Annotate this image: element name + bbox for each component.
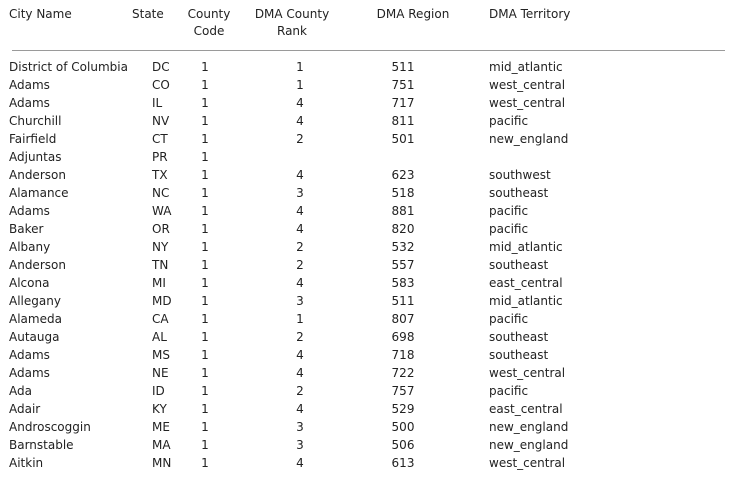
header-county-code-line1: County bbox=[187, 7, 231, 21]
cell-dma-region: 718 bbox=[391, 348, 415, 362]
cell-state: TX bbox=[152, 168, 168, 182]
cell-city-name: Ada bbox=[9, 384, 32, 398]
cell-dma-county-rank: 4 bbox=[296, 114, 304, 128]
cell-dma-territory: west_central bbox=[489, 96, 566, 110]
cell-city-name: Adjuntas bbox=[9, 150, 62, 164]
cell-dma-county-rank: 4 bbox=[296, 456, 304, 470]
header-city-name[interactable]: City Name bbox=[9, 7, 72, 21]
cell-dma-region: 722 bbox=[391, 366, 415, 380]
cell-dma-territory: new_england bbox=[489, 438, 569, 452]
cell-dma-territory: southeast bbox=[489, 348, 549, 362]
cell-dma-county-rank: 3 bbox=[296, 420, 304, 434]
header-county-code-line2: Code bbox=[193, 24, 225, 38]
cell-dma-county-rank: 1 bbox=[296, 78, 304, 92]
cell-state: CT bbox=[152, 132, 168, 146]
cell-dma-county-rank: 2 bbox=[296, 384, 304, 398]
table-row[interactable] bbox=[0, 346, 734, 364]
cell-county-code: 1 bbox=[201, 168, 209, 182]
table-body bbox=[0, 58, 734, 472]
header-dma-territory[interactable]: DMA Territory bbox=[489, 7, 571, 21]
cell-county-code: 1 bbox=[201, 240, 209, 254]
cell-dma-territory: pacific bbox=[489, 222, 529, 236]
cell-dma-territory: southwest bbox=[489, 168, 551, 182]
cell-dma-region: 511 bbox=[391, 294, 415, 308]
cell-city-name: Adams bbox=[9, 96, 50, 110]
cell-city-name: Albany bbox=[9, 240, 51, 254]
cell-dma-territory: mid_atlantic bbox=[489, 240, 563, 254]
cell-dma-region: 751 bbox=[391, 78, 415, 92]
cell-county-code: 1 bbox=[201, 114, 209, 128]
cell-dma-territory: mid_atlantic bbox=[489, 60, 563, 74]
table-row[interactable] bbox=[0, 184, 734, 202]
table-row[interactable] bbox=[0, 418, 734, 436]
cell-state: CA bbox=[152, 312, 169, 326]
table-row[interactable] bbox=[0, 220, 734, 238]
cell-state: IL bbox=[152, 96, 163, 110]
cell-county-code: 1 bbox=[201, 312, 209, 326]
cell-state: DC bbox=[152, 60, 170, 74]
cell-city-name: Churchill bbox=[9, 114, 62, 128]
cell-dma-county-rank: 3 bbox=[296, 438, 304, 452]
table-row[interactable] bbox=[0, 112, 734, 130]
cell-state: OR bbox=[152, 222, 170, 236]
table-row[interactable] bbox=[0, 58, 734, 76]
cell-city-name: Barnstable bbox=[9, 438, 74, 452]
cell-dma-county-rank: 2 bbox=[296, 132, 304, 146]
cell-county-code: 1 bbox=[201, 222, 209, 236]
table-row[interactable] bbox=[0, 454, 734, 472]
cell-dma-region: 557 bbox=[391, 258, 415, 272]
cell-dma-region: 698 bbox=[391, 330, 415, 344]
cell-city-name: Alamance bbox=[9, 186, 69, 200]
cell-dma-county-rank: 4 bbox=[296, 168, 304, 182]
cell-dma-region: 506 bbox=[391, 438, 415, 452]
cell-city-name: Alcona bbox=[9, 276, 50, 290]
cell-dma-region: 500 bbox=[391, 420, 415, 434]
cell-dma-region: 623 bbox=[391, 168, 415, 182]
cell-city-name: Androscoggin bbox=[9, 420, 91, 434]
table-row[interactable] bbox=[0, 382, 734, 400]
cell-state: NY bbox=[152, 240, 169, 254]
cell-dma-county-rank: 4 bbox=[296, 96, 304, 110]
table-row[interactable] bbox=[0, 274, 734, 292]
table-row[interactable] bbox=[0, 436, 734, 454]
cell-state: MD bbox=[152, 294, 172, 308]
cell-county-code: 1 bbox=[201, 294, 209, 308]
cell-dma-county-rank: 4 bbox=[296, 366, 304, 380]
cell-county-code: 1 bbox=[201, 258, 209, 272]
cell-state: MS bbox=[152, 348, 170, 362]
cell-county-code: 1 bbox=[201, 348, 209, 362]
cell-state: WA bbox=[152, 204, 172, 218]
table-row[interactable] bbox=[0, 76, 734, 94]
cell-dma-territory: southeast bbox=[489, 330, 549, 344]
cell-city-name: Adams bbox=[9, 78, 50, 92]
cell-dma-county-rank: 4 bbox=[296, 204, 304, 218]
cell-dma-territory: pacific bbox=[489, 312, 529, 326]
cell-city-name: Baker bbox=[9, 222, 44, 236]
cell-county-code: 1 bbox=[201, 438, 209, 452]
cell-state: NE bbox=[152, 366, 169, 380]
cell-county-code: 1 bbox=[201, 330, 209, 344]
cell-state: NC bbox=[152, 186, 170, 200]
cell-dma-region: 757 bbox=[391, 384, 415, 398]
cell-county-code: 1 bbox=[201, 276, 209, 290]
cell-dma-county-rank: 1 bbox=[296, 312, 304, 326]
header-county-code[interactable] bbox=[180, 6, 238, 40]
cell-dma-territory: west_central bbox=[489, 78, 566, 92]
cell-dma-territory: new_england bbox=[489, 132, 569, 146]
cell-city-name: Adams bbox=[9, 366, 50, 380]
cell-county-code: 1 bbox=[201, 384, 209, 398]
cell-city-name: Anderson bbox=[9, 258, 66, 272]
cell-dma-county-rank: 3 bbox=[296, 294, 304, 308]
header-dma-county-rank-line1: DMA County bbox=[254, 7, 330, 21]
cell-dma-territory: west_central bbox=[489, 456, 566, 470]
cell-county-code: 1 bbox=[201, 204, 209, 218]
cell-dma-county-rank: 2 bbox=[296, 258, 304, 272]
cell-city-name: Adams bbox=[9, 204, 50, 218]
cell-city-name: District of Columbia bbox=[9, 60, 128, 74]
cell-state: ME bbox=[152, 420, 170, 434]
table-row[interactable] bbox=[0, 202, 734, 220]
cell-state: NV bbox=[152, 114, 170, 128]
cell-city-name: Anderson bbox=[9, 168, 66, 182]
header-divider bbox=[12, 50, 725, 51]
cell-dma-region: 811 bbox=[391, 114, 415, 128]
cell-city-name: Alameda bbox=[9, 312, 62, 326]
cell-county-code: 1 bbox=[201, 60, 209, 74]
table-header bbox=[0, 0, 734, 46]
header-dma-region[interactable]: DMA Region bbox=[376, 7, 450, 21]
cell-dma-territory: east_central bbox=[489, 276, 563, 290]
cell-dma-territory: pacific bbox=[489, 384, 529, 398]
cell-dma-county-rank: 4 bbox=[296, 276, 304, 290]
cell-dma-region: 532 bbox=[391, 240, 415, 254]
cell-dma-territory: southeast bbox=[489, 186, 549, 200]
cell-county-code: 1 bbox=[201, 420, 209, 434]
cell-dma-county-rank: 4 bbox=[296, 402, 304, 416]
cell-dma-territory: east_central bbox=[489, 402, 563, 416]
cell-state: MN bbox=[152, 456, 172, 470]
cell-dma-county-rank: 2 bbox=[296, 330, 304, 344]
cell-dma-territory: new_england bbox=[489, 420, 569, 434]
cell-state: MA bbox=[152, 438, 171, 452]
cell-dma-territory: west_central bbox=[489, 366, 566, 380]
table-row[interactable] bbox=[0, 364, 734, 382]
cell-dma-region: 881 bbox=[391, 204, 415, 218]
cell-city-name: Adams bbox=[9, 348, 50, 362]
cell-state: MI bbox=[152, 276, 166, 290]
cell-county-code: 1 bbox=[201, 456, 209, 470]
cell-dma-region: 717 bbox=[391, 96, 415, 110]
cell-city-name: Autauga bbox=[9, 330, 60, 344]
table-row[interactable] bbox=[0, 238, 734, 256]
cell-county-code: 1 bbox=[201, 366, 209, 380]
cell-county-code: 1 bbox=[201, 96, 209, 110]
cell-state: KY bbox=[152, 402, 167, 416]
cell-dma-region: 613 bbox=[391, 456, 415, 470]
cell-county-code: 1 bbox=[201, 402, 209, 416]
table-row[interactable] bbox=[0, 400, 734, 418]
table-row[interactable] bbox=[0, 130, 734, 148]
table-row[interactable] bbox=[0, 292, 734, 310]
cell-dma-territory: mid_atlantic bbox=[489, 294, 563, 308]
table-row[interactable] bbox=[0, 94, 734, 112]
cell-county-code: 1 bbox=[201, 150, 209, 164]
cell-state: CO bbox=[152, 78, 170, 92]
header-dma-county-rank-line2: Rank bbox=[277, 24, 307, 38]
cell-dma-territory: southeast bbox=[489, 258, 549, 272]
cell-dma-region: 529 bbox=[391, 402, 415, 416]
cell-dma-region: 518 bbox=[391, 186, 415, 200]
cell-city-name: Fairfield bbox=[9, 132, 57, 146]
cell-state: ID bbox=[152, 384, 165, 398]
table-row[interactable] bbox=[0, 328, 734, 346]
cell-dma-county-rank: 4 bbox=[296, 348, 304, 362]
cell-city-name: Aitkin bbox=[9, 456, 44, 470]
header-dma-county-rank[interactable] bbox=[250, 6, 334, 40]
cell-county-code: 1 bbox=[201, 78, 209, 92]
cell-dma-county-rank: 2 bbox=[296, 240, 304, 254]
cell-dma-region: 820 bbox=[391, 222, 415, 236]
cell-dma-region: 583 bbox=[391, 276, 415, 290]
cell-city-name: Adair bbox=[9, 402, 41, 416]
cell-dma-territory: pacific bbox=[489, 114, 529, 128]
cell-city-name: Allegany bbox=[9, 294, 61, 308]
table-row[interactable] bbox=[0, 148, 734, 166]
table-row[interactable] bbox=[0, 256, 734, 274]
cell-county-code: 1 bbox=[201, 132, 209, 146]
cell-state: AL bbox=[152, 330, 167, 344]
cell-dma-county-rank: 1 bbox=[296, 60, 304, 74]
cell-state: TN bbox=[152, 258, 169, 272]
cell-dma-county-rank: 4 bbox=[296, 222, 304, 236]
cell-state: PR bbox=[152, 150, 168, 164]
cell-dma-region: 501 bbox=[391, 132, 415, 146]
header-state[interactable]: State bbox=[132, 7, 164, 21]
cell-county-code: 1 bbox=[201, 186, 209, 200]
cell-dma-region: 807 bbox=[391, 312, 415, 326]
table-row[interactable] bbox=[0, 310, 734, 328]
cell-dma-territory: pacific bbox=[489, 204, 529, 218]
cell-dma-county-rank: 3 bbox=[296, 186, 304, 200]
table-row[interactable] bbox=[0, 166, 734, 184]
cell-dma-region: 511 bbox=[391, 60, 415, 74]
